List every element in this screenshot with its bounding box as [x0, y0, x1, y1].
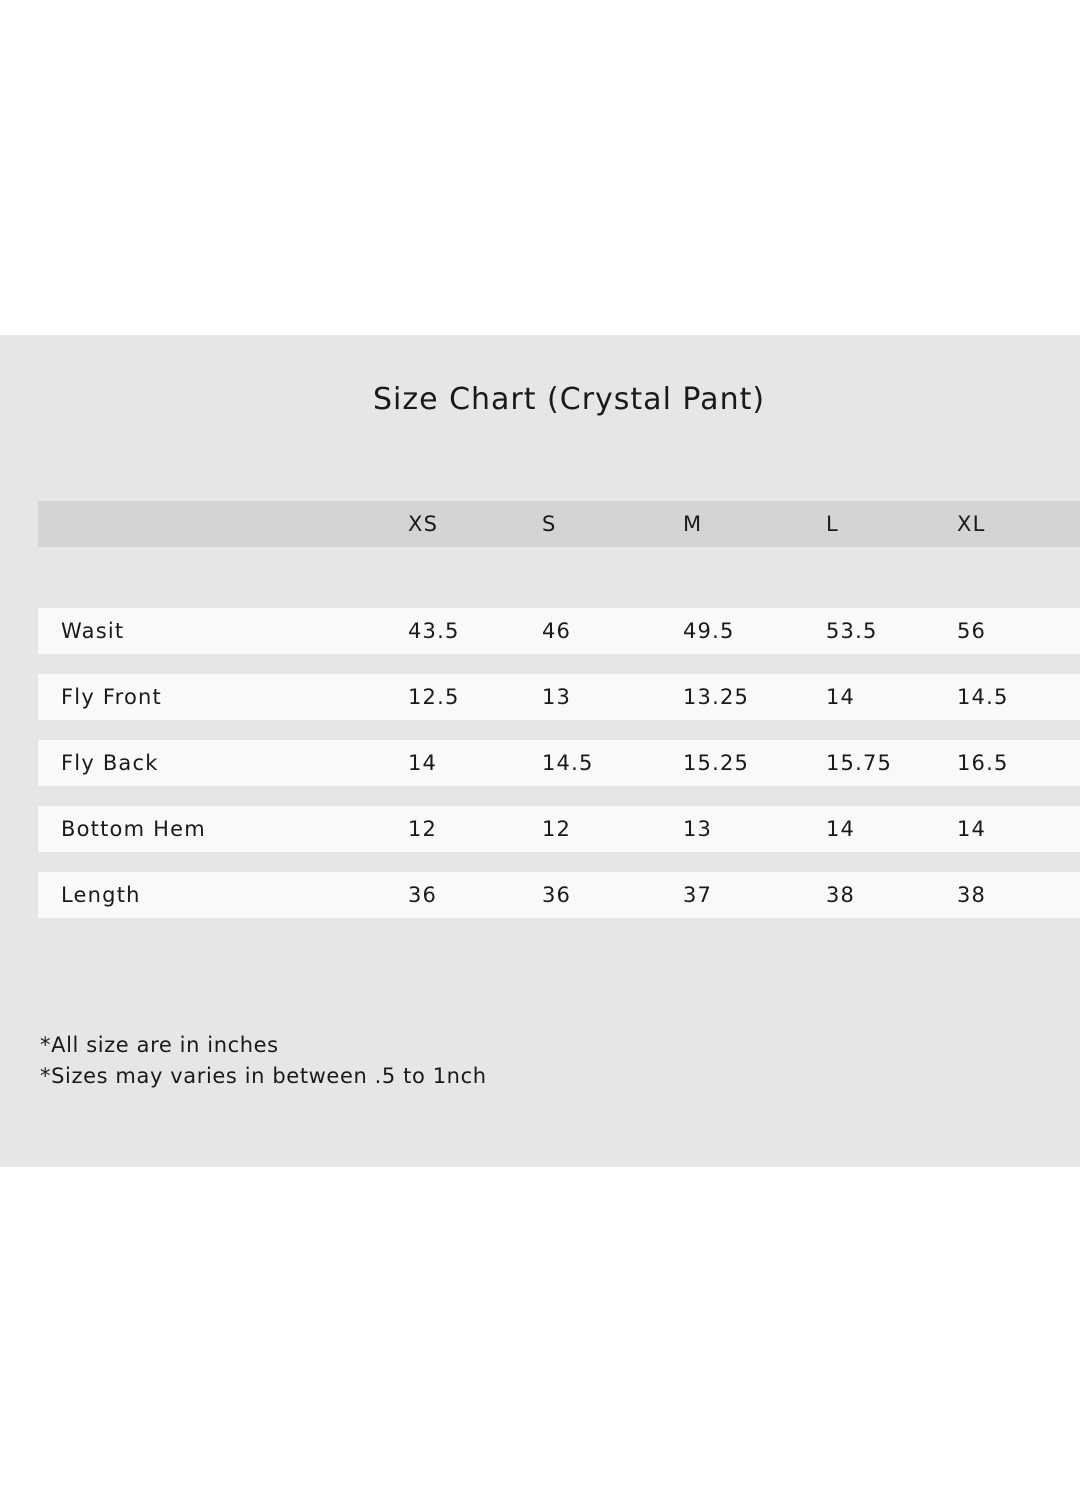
table-cell: 49.5	[683, 619, 735, 643]
note-tolerance: *Sizes may varies in between .5 to 1nch	[40, 1064, 487, 1088]
row-label: Bottom Hem	[61, 817, 206, 841]
table-cell: 36	[408, 883, 438, 907]
table-cell: 12.5	[408, 685, 460, 709]
table-cell: 14.5	[542, 751, 594, 775]
table-cell: 13	[683, 817, 713, 841]
row-label: Fly Back	[61, 751, 159, 775]
size-chart-panel	[0, 335, 1080, 1167]
row-label: Length	[61, 883, 141, 907]
table-cell: 14	[957, 817, 987, 841]
table-header-row	[38, 501, 1080, 547]
table-row	[38, 872, 1080, 918]
table-cell: 12	[408, 817, 438, 841]
table-cell: 13.25	[683, 685, 750, 709]
table-row	[38, 740, 1080, 786]
table-cell: 38	[826, 883, 856, 907]
table-cell: 38	[957, 883, 987, 907]
header-m: M	[683, 512, 703, 536]
table-cell: 36	[542, 883, 572, 907]
table-cell: 43.5	[408, 619, 460, 643]
header-l: L	[826, 512, 839, 536]
row-label: Fly Front	[61, 685, 162, 709]
table-cell: 13	[542, 685, 572, 709]
note-units: *All size are in inches	[40, 1033, 279, 1057]
table-cell: 14	[408, 751, 438, 775]
table-cell: 53.5	[826, 619, 878, 643]
table-cell: 14	[826, 817, 856, 841]
table-cell: 12	[542, 817, 572, 841]
table-row	[38, 806, 1080, 852]
row-label: Wasit	[61, 619, 125, 643]
table-cell: 56	[957, 619, 987, 643]
table-cell: 16.5	[957, 751, 1009, 775]
table-cell: 46	[542, 619, 572, 643]
table-row	[38, 608, 1080, 654]
table-cell: 15.25	[683, 751, 750, 775]
header-xs: XS	[408, 512, 439, 536]
header-xl: XL	[957, 512, 986, 536]
table-row	[38, 674, 1080, 720]
table-cell: 15.75	[826, 751, 893, 775]
notes	[40, 1030, 487, 1092]
table-cell: 37	[683, 883, 713, 907]
header-s: S	[542, 512, 557, 536]
page-title: Size Chart (Crystal Pant)	[372, 382, 766, 417]
table-cell: 14	[826, 685, 856, 709]
table-cell: 14.5	[957, 685, 1009, 709]
